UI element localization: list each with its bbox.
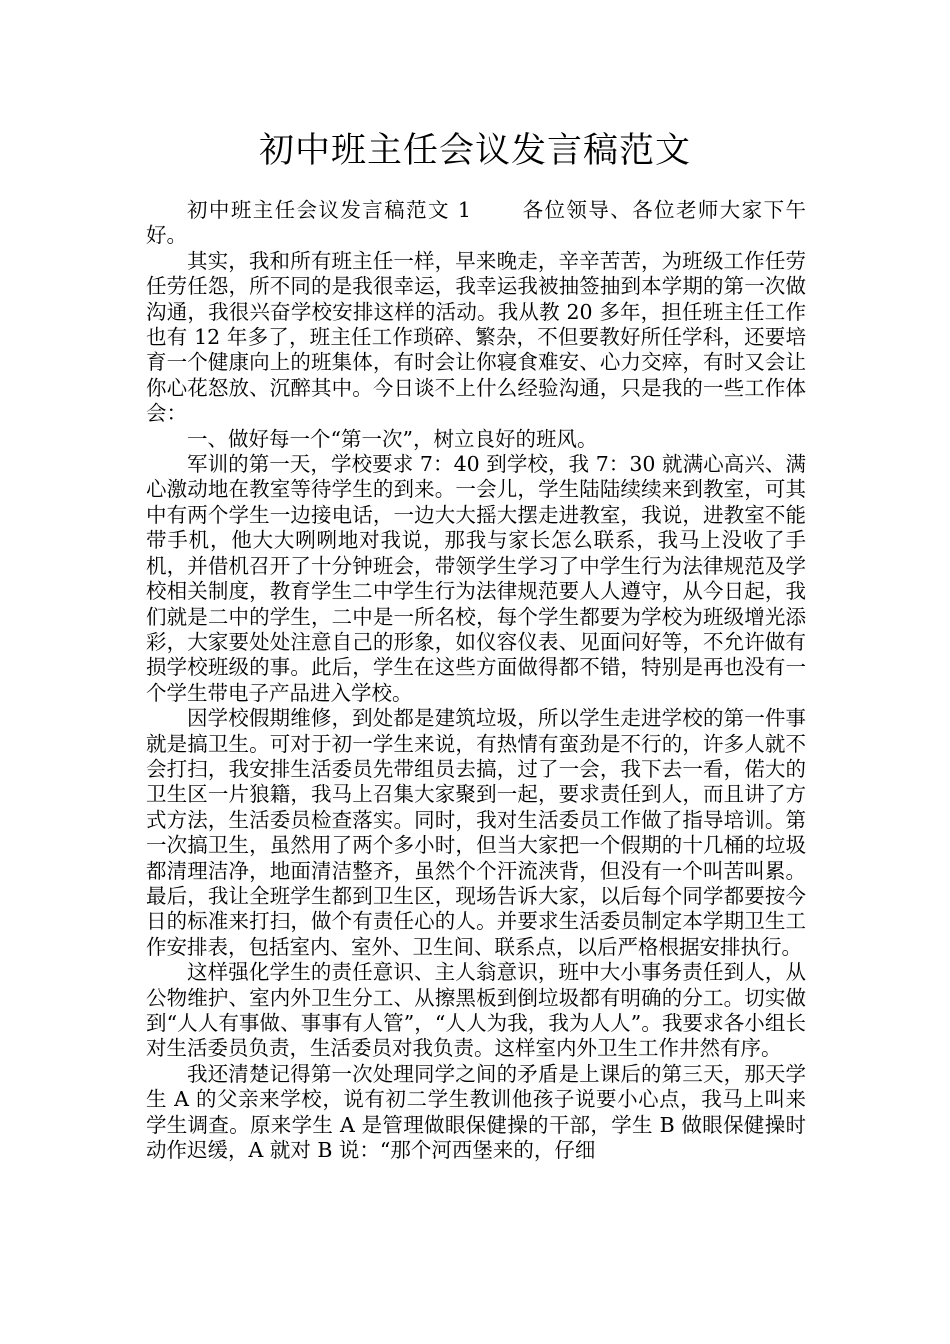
paragraph-opening: 初中班主任会议发言稿范文 1 各位领导、各位老师大家下午好。 (146, 198, 806, 248)
paragraph-introduction: 其实，我和所有班主任一样，早来晚走，辛辛苦苦，为班级工作任劳任劳任怨，所不同的是我很幸运，我幸运我被抽签抽到本学期的第一次做沟通，我很兴奋学校安排这样的活动。我从教 20 多年，担任班主任工作也有 12 年多了，班主任工作琐碎、繁杂，不但要教好所任学科，还要培育一个健康向上的班集体，有时会让你寝食难安、心力交瘁，有时又会让你心花怒放、沉醉其中。今日谈不上什么经验沟通，只是我的一些工作体会： (146, 248, 806, 426)
document-body (146, 198, 806, 1163)
section-heading-first-time: 一、做好每一个“第一次”，树立良好的班风。 (187, 426, 598, 451)
paragraph-responsibility: 这样强化学生的责任意识、主人翁意识，班中大小事务责任到人，从公物维护、室内外卫生分工、从擦黑板到倒垃圾都有明确的分工。切实做到“人人有事做、事事有人管”，“人人为我，我为人人”。我要求各小组长对生活委员负责，生活委员对我负责。这样室内外卫生工作井然有序。 (146, 960, 806, 1061)
paragraph-conflict: 我还清楚记得第一次处理同学之间的矛盾是上课后的第三天，那天学生 A 的父亲来学校，说有初二学生教训他孩子说要小心点，我马上叫来学生调查。原来学生 A 是管理做眼保健操的干部，学生 B 做眼保健操时动作迟缓，A 就对 B 说：“那个河西堡来的，仔细 (146, 1061, 806, 1163)
document-title: 初中班主任会议发言稿范文 (258, 131, 691, 171)
paragraph-military-training: 军训的第一天，学校要求 7：40 到学校，我 7：30 就满心高兴、满心激动地在教室等待学生的到来。一会儿，学生陆陆续续来到教室，可其中有两个学生一边接电话，一边大大摇大摆走进教室，我说，进教室不能带手机，他大大咧咧地对我说，那我与家长怎么联系，我马上没收了手机，并借机召开了十分钟班会，带领学生学习了中学生行为法律规范及学校相关制度，教育学生二中学生行为法律规范要人人遵守，从今日起，我们就是二中的学生，二中是一所名校，每个学生都要为学校为班级增光添彩，大家要处处注意自己的形象，如仪容仪表、见面问好等，不允许做有损学校班级的事。此后，学生在这些方面做得都不错，特别是再也没有一个学生带电子产品进入学校。 (146, 452, 806, 705)
paragraph-cleaning: 因学校假期维修，到处都是建筑垃圾，所以学生走进学校的第一件事就是搞卫生。可对于初一学生来说，有热情有蛮劲是不行的，许多人就不会打扫，我安排生活委员先带组员去搞，过了一会，我下去一看，偌大的卫生区一片狼籍，我马上召集大家聚到一起，要求责任到人，而且讲了方式方法，生活委员检查落实。同时，我对生活委员工作做了指导培训。第一次搞卫生，虽然用了两个多小时，但当大家把一个假期的十几桶的垃圾都清理洁净，地面清洁整齐，虽然个个汗流浃背，但没有一个叫苦叫累。最后，我让全班学生都到卫生区，现场告诉大家，以后每个同学都要按今日的标准来打扫，做个有责任心的人。并要求生活委员制定本学期卫生工作安排表，包括室内、室外、卫生间、联系点，以后严格根据安排执行。 (146, 706, 806, 959)
